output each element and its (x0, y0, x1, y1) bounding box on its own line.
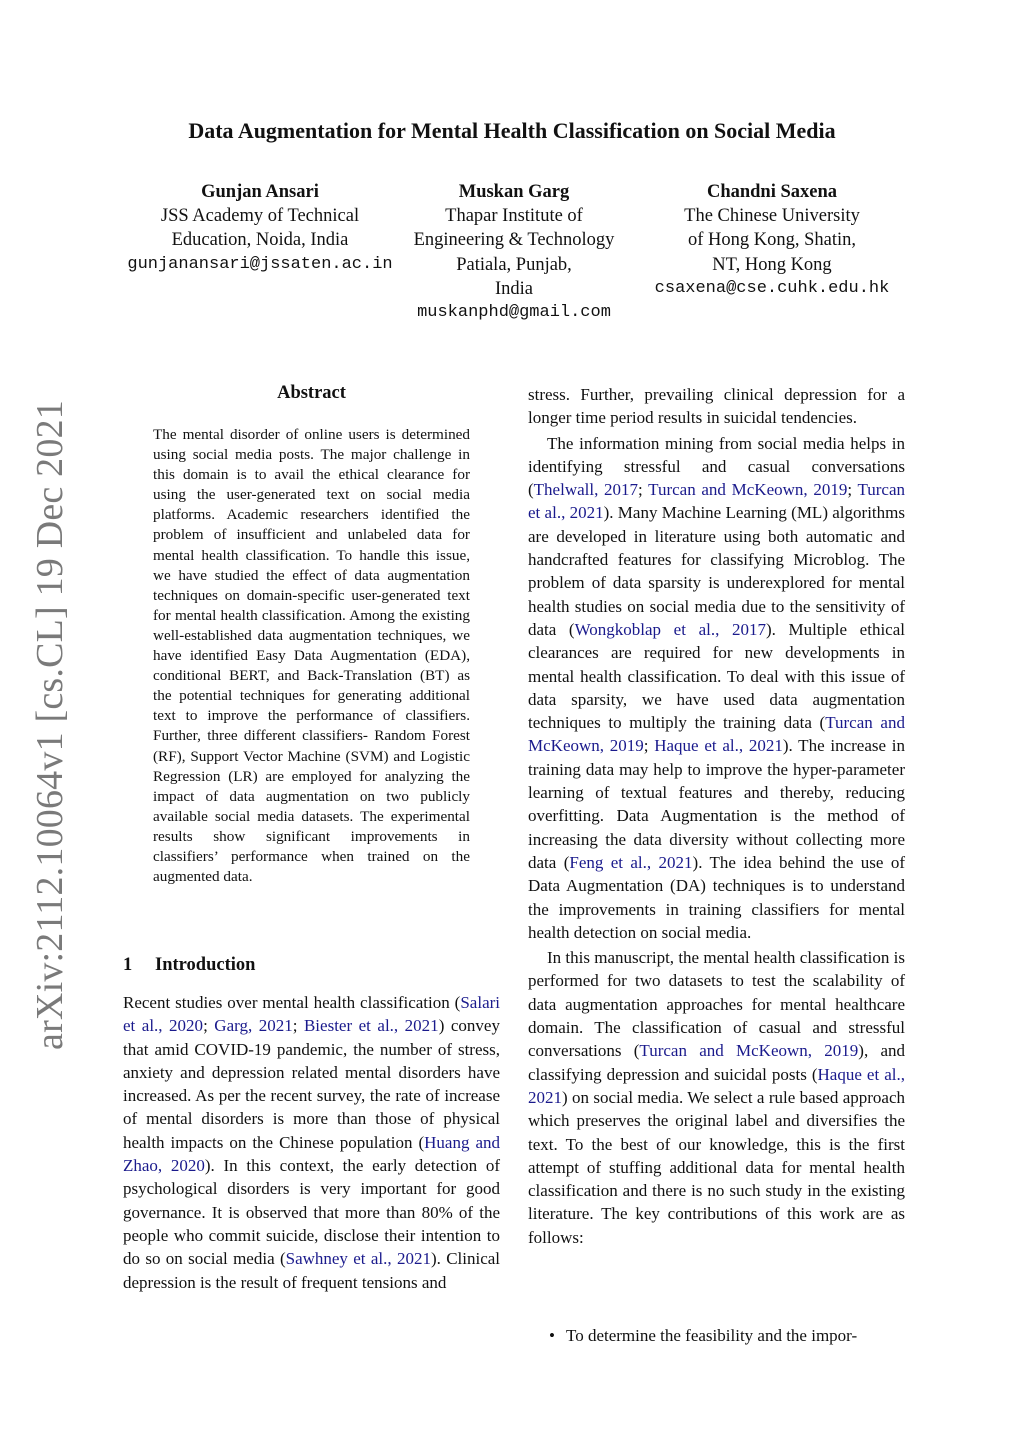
author-affiliation: of Hong Kong, Shatin, (687, 230, 857, 251)
author-affiliation: Patiala, Punjab, (456, 254, 572, 275)
section-title: Introduction (155, 955, 256, 975)
citation-link[interactable]: Feng et al., 2021 (569, 852, 693, 872)
citation-link[interactable]: Sawhney et al., 2021 (285, 1249, 431, 1269)
section-number: 1 (123, 955, 133, 975)
author-2 (384, 180, 644, 325)
author-affiliation: Education, Noida, India (171, 230, 349, 251)
bullet-text: To determine the feasibility and the impor- (566, 1326, 858, 1345)
section-heading (123, 955, 255, 976)
author-affiliation: JSS Academy of Technical (160, 206, 360, 227)
text-run: ). The idea behind the use of Data Augmentation (DA) techniques is to understand the improvements in training classifiers for mental health detection on social media. (528, 852, 905, 942)
intro-paragraph-1-continued (528, 383, 905, 430)
column-left (123, 991, 500, 1296)
text-run: Recent studies over mental health classification ( (123, 993, 461, 1012)
citation-link[interactable]: Turcan and McKeown, 2019 (639, 1041, 859, 1061)
text-run: stress. Further, prevailing clinical depression for a longer time period results in suicidal tendencies. (528, 385, 905, 428)
abstract-body (153, 425, 470, 887)
abstract-text: The mental disorder of online users is determined using social media posts. The major challenge in this domain is to avail the ethical clearance for using the user-generated text on social media platforms. Academic researchers identified the problem of insufficient and unlabeled data for mental health classification. To handle this issue, we have studied the effect of data augmentation techniques on domain-specific user-generated text for mental health classification. Among the existing well-established data augmentation techniques, we have identified Easy Data Augmentation (EDA), conditional BERT, and Back-Translation (BT) as the potential techniques for generating additional text to improve the performance of classifiers. Further, three different classifiers- Random Forest (RF), Support Vector Machine (SVM) and Logistic Regression (LR) are employed for analyzing the impact of data augmentation on two publicly available social media datasets. The experimental results show significant improvements in classifiers’ performance when trained on the augmented data. (153, 426, 470, 886)
text-run: ; (643, 736, 655, 756)
text-run: The information mining from social media helps in identifying stressful and casual conversations ( (528, 433, 905, 500)
author-affiliation: The Chinese University (684, 206, 860, 227)
text-run: ; (847, 480, 858, 500)
text-run: ). Many Machine Learning (ML) algorithms are developed in literature using both automatic and handcrafted features for classifying Microblog. The problem of data sparsity is underexplored for mental health studies on social media due to the sensitivity of data ( (528, 503, 905, 639)
paper-title: Data Augmentation for Mental Health Classification on Social Media (188, 118, 836, 143)
bullet-icon: • (549, 1326, 555, 1345)
citation-link[interactable]: Biester et al., 2021 (303, 1016, 439, 1036)
intro-paragraph-3 (528, 946, 905, 1249)
author-email: gunjanansari@jssaten.ac.in (127, 254, 393, 274)
text-run: ). The increase in training data may help to improve the hyper-parameter learning of textual features and thereby, reducing overfitting. Data Augmentation is the method of increasing the data diversity without collecting more data ( (528, 736, 905, 872)
author-email: csaxena@cse.cuhk.edu.hk (654, 278, 890, 298)
citation-link[interactable]: Turcan and McKeown, 2019 (528, 713, 905, 756)
citation-link[interactable]: Huang and Zhao, 2020 (123, 1132, 500, 1176)
author-1 (95, 180, 425, 277)
text-run: ; (638, 480, 649, 500)
author-name: Chandni Saxena (706, 182, 838, 202)
text-run: ). Multiple ethical clearances are required for new developments in mental health classification. To deal with this issue of data sparsity, we have used data augmentation techniques to multiply the training data ( (528, 619, 905, 733)
citation-link[interactable]: Haque et al., 2021 (654, 736, 783, 756)
text-run: ). In this context, the early detection of psychological disorders is very important for good governance. It is observed that more than 80% of the people who commit suicide, disclose their intention to do so on social media ( (123, 1156, 500, 1269)
author-affiliation: Engineering & Technology (413, 230, 615, 251)
contribution-bullet (549, 1324, 906, 1347)
arxiv-identifier: arXiv:2112.10064v1 [cs.CL] 19 Dec 2021 (29, 400, 71, 1050)
abstract-heading: Abstract (277, 383, 346, 403)
text-run: ) on social media. We select a rule based approach which preserves the original label and diversifies the text. To the best of our knowledge, this is the first attempt of stuffing additional data for mental health classification and there is no such study in the existing literature. The key contributions of this work are as follows: (528, 1087, 905, 1247)
text-run: ). Clinical depression is the result of frequent tensions and (123, 1249, 501, 1292)
citation-link[interactable]: Wongkoblap et al., 2017 (574, 619, 766, 639)
column-right (528, 383, 905, 1251)
citation-link[interactable]: Salari et al., 2020 (123, 993, 500, 1036)
citation-link[interactable]: Garg, 2021 (214, 1016, 293, 1036)
text-run: ; (203, 1016, 215, 1036)
author-name: Gunjan Ansari (201, 182, 319, 202)
text-run: ; (292, 1016, 304, 1036)
citation-link[interactable]: Turcan et al., 2021 (528, 480, 905, 523)
intro-paragraph-1 (123, 991, 500, 1294)
intro-paragraph-2 (528, 432, 905, 945)
author-email: muskanphd@gmail.com (417, 303, 611, 323)
text-run: ) convey that amid COVID-19 pandemic, the number of stress, anxiety and depression related mental disorders have increased. As per the recent survey, the rate of increase of mental disorders is more than those of physical health impacts on the Chinese population ( (123, 1016, 500, 1152)
author-affiliation: India (494, 278, 533, 299)
text-run: In this manuscript, the mental health classification is performed for two datasets to test the scalability of data augmentation approaches for mental healthcare domain. The classification of casual and stressful conversations ( (528, 948, 905, 1061)
author-3 (622, 180, 922, 301)
text-run: ), and classifying depression and suicidal posts ( (528, 1041, 905, 1084)
citation-link[interactable]: Thelwall, 2017 (533, 480, 639, 500)
author-affiliation: Thapar Institute of (445, 206, 583, 227)
author-affiliation: NT, Hong Kong (712, 254, 832, 275)
author-name: Muskan Garg (458, 182, 570, 202)
citation-link[interactable]: Haque et al., 2021 (528, 1064, 905, 1107)
citation-link[interactable]: Turcan and McKeown, 2019 (648, 480, 848, 500)
